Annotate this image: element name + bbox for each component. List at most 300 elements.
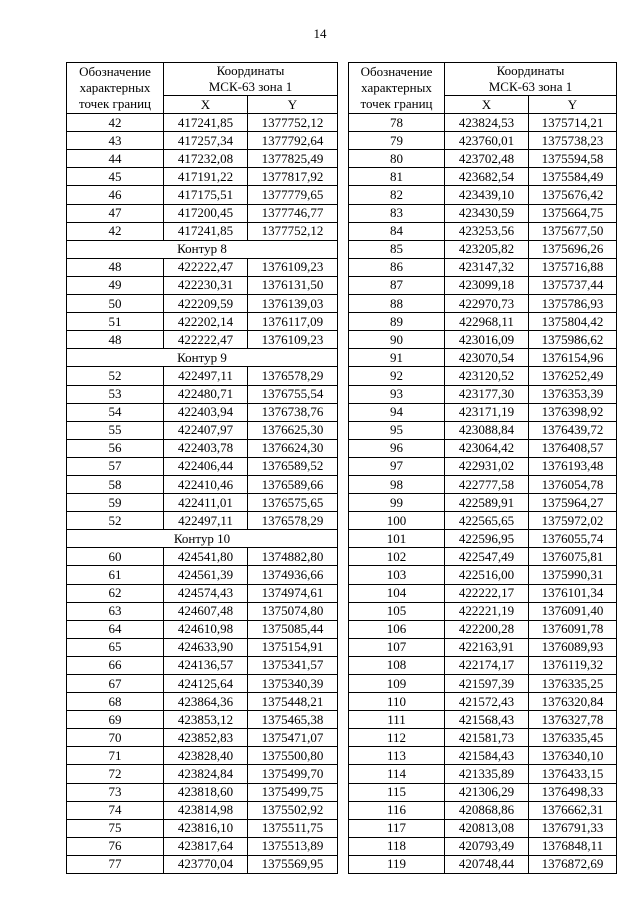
- coordinates-table-left: [66, 62, 338, 874]
- x-column-header: X: [445, 96, 529, 114]
- point-number-cell: 70: [67, 729, 164, 747]
- x-coordinate-cell: 422516,00: [445, 566, 529, 584]
- point-number-cell: 65: [67, 638, 164, 656]
- table-row: [67, 747, 338, 765]
- y-coordinate-cell: 1376498,33: [529, 783, 617, 801]
- table-row: [67, 512, 338, 530]
- table-row: [349, 602, 617, 620]
- contour-row: [67, 240, 338, 258]
- point-number-cell: 55: [67, 421, 164, 439]
- point-number-cell: 53: [67, 385, 164, 403]
- y-coordinate-cell: 1375804,42: [529, 313, 617, 331]
- y-coordinate-cell: 1376439,72: [529, 421, 617, 439]
- y-coordinate-cell: 1375584,49: [529, 168, 617, 186]
- y-coordinate-cell: 1376055,74: [529, 530, 617, 548]
- y-coordinate-cell: 1376755,54: [248, 385, 338, 403]
- point-number-cell: 84: [349, 222, 445, 240]
- point-number-cell: 88: [349, 295, 445, 313]
- y-coordinate-cell: 1375676,42: [529, 186, 617, 204]
- y-coordinate-cell: 1375448,21: [248, 693, 338, 711]
- table-row: [67, 729, 338, 747]
- table-row: [349, 276, 617, 294]
- table-row: [349, 186, 617, 204]
- x-coordinate-cell: 424607,48: [164, 602, 248, 620]
- page-number: 14: [313, 26, 327, 41]
- table-row: [349, 403, 617, 421]
- y-coordinate-cell: 1375341,57: [248, 656, 338, 674]
- x-coordinate-cell: 424136,57: [164, 656, 248, 674]
- designation-header: [349, 63, 445, 114]
- x-coordinate-cell: 422968,11: [445, 313, 529, 331]
- x-coordinate-cell: 422480,71: [164, 385, 248, 403]
- x-coordinate-cell: 424633,90: [164, 638, 248, 656]
- y-coordinate-cell: 1376872,69: [529, 855, 617, 873]
- table-row: [67, 258, 338, 276]
- y-coordinate-cell: 1376054,78: [529, 475, 617, 493]
- point-number-cell: 56: [67, 439, 164, 457]
- x-coordinate-cell: 422406,44: [164, 457, 248, 475]
- point-number-cell: 118: [349, 837, 445, 855]
- x-coordinate-cell: 423760,01: [445, 132, 529, 150]
- y-coordinate-cell: 1377746,77: [248, 204, 338, 222]
- table-row: [349, 512, 617, 530]
- x-coordinate-cell: 417257,34: [164, 132, 248, 150]
- point-number-cell: 110: [349, 693, 445, 711]
- x-coordinate-cell: 421306,29: [445, 783, 529, 801]
- point-number-cell: 109: [349, 675, 445, 693]
- table-row: [349, 620, 617, 638]
- y-coordinate-cell: 1376578,29: [248, 367, 338, 385]
- y-coordinate-cell: 1375786,93: [529, 295, 617, 313]
- y-coordinate-cell: 1376335,25: [529, 675, 617, 693]
- point-number-cell: 48: [67, 331, 164, 349]
- x-coordinate-cell: 420813,08: [445, 819, 529, 837]
- table-row: [349, 675, 617, 693]
- y-coordinate-cell: 1376340,10: [529, 747, 617, 765]
- point-number-cell: 86: [349, 258, 445, 276]
- point-number-cell: 102: [349, 548, 445, 566]
- table-row: [349, 530, 617, 548]
- y-coordinate-cell: 1375513,89: [248, 837, 338, 855]
- designation-header-line2: характерных: [79, 80, 151, 96]
- contour-label: Контур 10: [67, 530, 338, 548]
- point-number-cell: 45: [67, 168, 164, 186]
- x-coordinate-cell: 422163,91: [445, 638, 529, 656]
- designation-header-line1: Обозначение: [360, 64, 433, 80]
- x-coordinate-cell: 423828,40: [164, 747, 248, 765]
- point-number-cell: 68: [67, 693, 164, 711]
- y-coordinate-cell: 1376252,49: [529, 367, 617, 385]
- x-coordinate-cell: 423439,10: [445, 186, 529, 204]
- y-coordinate-cell: 1376091,40: [529, 602, 617, 620]
- designation-header-line1: Обозначение: [79, 64, 151, 80]
- x-coordinate-cell: 422565,65: [445, 512, 529, 530]
- point-number-cell: 101: [349, 530, 445, 548]
- point-number-cell: 100: [349, 512, 445, 530]
- x-coordinate-cell: 422497,11: [164, 367, 248, 385]
- table-row: [67, 602, 338, 620]
- designation-header-line3: точек границ: [360, 96, 433, 112]
- point-number-cell: 111: [349, 711, 445, 729]
- point-number-cell: 62: [67, 584, 164, 602]
- table-row: [67, 765, 338, 783]
- point-number-cell: 66: [67, 656, 164, 674]
- x-coordinate-cell: 422403,94: [164, 403, 248, 421]
- x-coordinate-cell: 421568,43: [445, 711, 529, 729]
- table-row: [349, 132, 617, 150]
- point-number-cell: 83: [349, 204, 445, 222]
- y-coordinate-cell: 1376738,76: [248, 403, 338, 421]
- x-coordinate-cell: 423099,18: [445, 276, 529, 294]
- y-coordinate-cell: 1375465,38: [248, 711, 338, 729]
- y-coordinate-cell: 1377752,12: [248, 114, 338, 132]
- coordinates-header-line1: Координаты: [216, 63, 285, 78]
- contour-label: Контур 8: [67, 240, 338, 258]
- table-row: [349, 548, 617, 566]
- point-number-cell: 89: [349, 313, 445, 331]
- x-coordinate-cell: 423770,04: [164, 855, 248, 873]
- x-coordinate-cell: 422202,14: [164, 313, 248, 331]
- point-number-cell: 67: [67, 675, 164, 693]
- x-coordinate-cell: 424561,39: [164, 566, 248, 584]
- y-coordinate-cell: 1374936,66: [248, 566, 338, 584]
- coordinates-header-line1: Координаты: [496, 63, 565, 78]
- table-row: [349, 855, 617, 873]
- point-number-cell: 64: [67, 620, 164, 638]
- table-row: [349, 457, 617, 475]
- table-row: [67, 675, 338, 693]
- point-number-cell: 80: [349, 150, 445, 168]
- table-row: [349, 421, 617, 439]
- table-row: [349, 656, 617, 674]
- point-number-cell: 97: [349, 457, 445, 475]
- y-coordinate-cell: 1376625,30: [248, 421, 338, 439]
- table-row: [349, 729, 617, 747]
- x-coordinate-cell: 423177,30: [445, 385, 529, 403]
- x-coordinate-cell: 417232,08: [164, 150, 248, 168]
- x-coordinate-cell: 422596,95: [445, 530, 529, 548]
- y-coordinate-cell: 1375990,31: [529, 566, 617, 584]
- y-coordinate-cell: 1377752,12: [248, 222, 338, 240]
- x-coordinate-cell: 423430,59: [445, 204, 529, 222]
- y-coordinate-cell: 1375085,44: [248, 620, 338, 638]
- point-number-cell: 46: [67, 186, 164, 204]
- point-number-cell: 94: [349, 403, 445, 421]
- point-number-cell: 92: [349, 367, 445, 385]
- table-row: [349, 367, 617, 385]
- x-coordinate-cell: 423864,36: [164, 693, 248, 711]
- x-coordinate-cell: 421335,89: [445, 765, 529, 783]
- y-coordinate-cell: 1376119,32: [529, 656, 617, 674]
- x-coordinate-cell: 422931,02: [445, 457, 529, 475]
- x-coordinate-cell: 423147,32: [445, 258, 529, 276]
- x-coordinate-cell: 423824,53: [445, 114, 529, 132]
- table-row: [349, 385, 617, 403]
- point-number-cell: 42: [67, 222, 164, 240]
- y-coordinate-cell: 1375964,27: [529, 494, 617, 512]
- x-coordinate-cell: 424125,64: [164, 675, 248, 693]
- x-coordinate-cell: 423016,09: [445, 331, 529, 349]
- designation-header-line2: характерных: [361, 80, 432, 96]
- table-row: [349, 747, 617, 765]
- table-row: [67, 313, 338, 331]
- table-row: [349, 711, 617, 729]
- y-coordinate-cell: 1376408,57: [529, 439, 617, 457]
- x-coordinate-cell: 422407,97: [164, 421, 248, 439]
- y-coordinate-cell: 1376398,92: [529, 403, 617, 421]
- table-row: [67, 620, 338, 638]
- point-number-cell: 71: [67, 747, 164, 765]
- x-coordinate-cell: 423682,54: [445, 168, 529, 186]
- y-coordinate-cell: 1375511,75: [248, 819, 338, 837]
- y-coordinate-cell: 1375716,88: [529, 258, 617, 276]
- point-number-cell: 108: [349, 656, 445, 674]
- y-coordinate-cell: 1376109,23: [248, 331, 338, 349]
- table-row: [67, 548, 338, 566]
- x-coordinate-cell: 423817,64: [164, 837, 248, 855]
- table-row: [349, 494, 617, 512]
- y-coordinate-cell: 1375696,26: [529, 240, 617, 258]
- point-number-cell: 74: [67, 801, 164, 819]
- y-coordinate-cell: 1375499,70: [248, 765, 338, 783]
- table-row: [67, 837, 338, 855]
- y-coordinate-cell: 1376089,93: [529, 638, 617, 656]
- point-number-cell: 85: [349, 240, 445, 258]
- table-body-right: [349, 114, 617, 874]
- y-coordinate-cell: 1375569,95: [248, 855, 338, 873]
- table-row: [349, 801, 617, 819]
- point-number-cell: 115: [349, 783, 445, 801]
- point-number-cell: 52: [67, 512, 164, 530]
- y-coordinate-cell: 1376131,50: [248, 276, 338, 294]
- y-column-header: Y: [529, 96, 617, 114]
- table-row: [349, 114, 617, 132]
- table-row: [67, 439, 338, 457]
- x-coordinate-cell: 422222,47: [164, 258, 248, 276]
- table-row: [67, 494, 338, 512]
- y-coordinate-cell: 1376327,78: [529, 711, 617, 729]
- point-number-cell: 82: [349, 186, 445, 204]
- point-number-cell: 104: [349, 584, 445, 602]
- table-row: [67, 457, 338, 475]
- contour-row: [67, 349, 338, 367]
- table-row: [67, 693, 338, 711]
- x-coordinate-cell: 423120,52: [445, 367, 529, 385]
- point-number-cell: 51: [67, 313, 164, 331]
- table-row: [67, 132, 338, 150]
- x-coordinate-cell: 423852,83: [164, 729, 248, 747]
- y-coordinate-cell: 1375500,80: [248, 747, 338, 765]
- x-coordinate-cell: 422411,01: [164, 494, 248, 512]
- point-number-cell: 114: [349, 765, 445, 783]
- table-row: [67, 638, 338, 656]
- x-coordinate-cell: 423205,82: [445, 240, 529, 258]
- point-number-cell: 113: [349, 747, 445, 765]
- x-coordinate-cell: 420793,49: [445, 837, 529, 855]
- y-coordinate-cell: 1376320,84: [529, 693, 617, 711]
- contour-row: [67, 530, 338, 548]
- y-coordinate-cell: 1375594,58: [529, 150, 617, 168]
- point-number-cell: 58: [67, 475, 164, 493]
- y-coordinate-cell: 1376433,15: [529, 765, 617, 783]
- point-number-cell: 87: [349, 276, 445, 294]
- y-coordinate-cell: 1376624,30: [248, 439, 338, 457]
- table-row: [349, 819, 617, 837]
- x-coordinate-cell: 421572,43: [445, 693, 529, 711]
- table-row: [349, 313, 617, 331]
- x-coordinate-cell: 424541,80: [164, 548, 248, 566]
- table-row: [349, 222, 617, 240]
- point-number-cell: 50: [67, 295, 164, 313]
- point-number-cell: 117: [349, 819, 445, 837]
- x-coordinate-cell: 422222,47: [164, 331, 248, 349]
- point-number-cell: 76: [67, 837, 164, 855]
- y-coordinate-cell: 1375737,44: [529, 276, 617, 294]
- point-number-cell: 43: [67, 132, 164, 150]
- table-row: [67, 367, 338, 385]
- x-coordinate-cell: 422221,19: [445, 602, 529, 620]
- table-row: [67, 295, 338, 313]
- y-coordinate-cell: 1376848,11: [529, 837, 617, 855]
- point-number-cell: 98: [349, 475, 445, 493]
- table-row: [67, 656, 338, 674]
- x-coordinate-cell: 422200,28: [445, 620, 529, 638]
- y-column-header: Y: [248, 96, 338, 114]
- table-row: [349, 439, 617, 457]
- y-coordinate-cell: 1374974,61: [248, 584, 338, 602]
- y-coordinate-cell: 1376589,52: [248, 457, 338, 475]
- y-coordinate-cell: 1375499,75: [248, 783, 338, 801]
- table-row: [67, 801, 338, 819]
- coordinates-header-line2: МСК-63 зона 1: [208, 79, 293, 94]
- y-coordinate-cell: 1376791,33: [529, 819, 617, 837]
- y-coordinate-cell: 1376662,31: [529, 801, 617, 819]
- table-row: [67, 385, 338, 403]
- x-coordinate-cell: 420868,86: [445, 801, 529, 819]
- y-coordinate-cell: 1375972,02: [529, 512, 617, 530]
- x-coordinate-cell: 422410,46: [164, 475, 248, 493]
- point-number-cell: 49: [67, 276, 164, 294]
- point-number-cell: 93: [349, 385, 445, 403]
- x-coordinate-cell: 417191,22: [164, 168, 248, 186]
- y-coordinate-cell: 1375154,91: [248, 638, 338, 656]
- point-number-cell: 52: [67, 367, 164, 385]
- x-coordinate-cell: 420748,44: [445, 855, 529, 873]
- x-coordinate-cell: 417241,85: [164, 222, 248, 240]
- y-coordinate-cell: 1376101,34: [529, 584, 617, 602]
- y-coordinate-cell: 1376335,45: [529, 729, 617, 747]
- table-row: [67, 276, 338, 294]
- point-number-cell: 79: [349, 132, 445, 150]
- point-number-cell: 116: [349, 801, 445, 819]
- table-row: [349, 566, 617, 584]
- point-number-cell: 44: [67, 150, 164, 168]
- table-row: [349, 150, 617, 168]
- point-number-cell: 96: [349, 439, 445, 457]
- x-coordinate-cell: 422174,17: [445, 656, 529, 674]
- table-row: [67, 150, 338, 168]
- y-coordinate-cell: 1375986,62: [529, 331, 617, 349]
- table-row: [67, 819, 338, 837]
- x-coordinate-cell: 422403,78: [164, 439, 248, 457]
- y-coordinate-cell: 1374882,80: [248, 548, 338, 566]
- table-row: [349, 331, 617, 349]
- table-row: [67, 114, 338, 132]
- table-row: [349, 168, 617, 186]
- x-coordinate-cell: 421584,43: [445, 747, 529, 765]
- y-coordinate-cell: 1376353,39: [529, 385, 617, 403]
- point-number-cell: 112: [349, 729, 445, 747]
- table-row: [67, 475, 338, 493]
- table-row: [67, 204, 338, 222]
- x-coordinate-cell: 421581,73: [445, 729, 529, 747]
- x-coordinate-cell: 424574,43: [164, 584, 248, 602]
- x-coordinate-cell: 422970,73: [445, 295, 529, 313]
- y-coordinate-cell: 1376139,03: [248, 295, 338, 313]
- x-coordinate-cell: 424610,98: [164, 620, 248, 638]
- x-coordinate-cell: 422777,58: [445, 475, 529, 493]
- point-number-cell: 119: [349, 855, 445, 873]
- point-number-cell: 105: [349, 602, 445, 620]
- table-row: [67, 855, 338, 873]
- contour-label: Контур 9: [67, 349, 338, 367]
- x-coordinate-cell: 423853,12: [164, 711, 248, 729]
- table-row: [349, 475, 617, 493]
- table-row: [67, 403, 338, 421]
- x-coordinate-cell: 422222,17: [445, 584, 529, 602]
- point-number-cell: 75: [67, 819, 164, 837]
- x-coordinate-cell: 417241,85: [164, 114, 248, 132]
- table-row: [349, 240, 617, 258]
- designation-header-line3: точек границ: [78, 96, 152, 112]
- y-coordinate-cell: 1375471,07: [248, 729, 338, 747]
- y-coordinate-cell: 1376193,48: [529, 457, 617, 475]
- point-number-cell: 90: [349, 331, 445, 349]
- point-number-cell: 81: [349, 168, 445, 186]
- point-number-cell: 61: [67, 566, 164, 584]
- y-coordinate-cell: 1376154,96: [529, 349, 617, 367]
- y-coordinate-cell: 1375738,23: [529, 132, 617, 150]
- x-coordinate-cell: 421597,39: [445, 675, 529, 693]
- y-coordinate-cell: 1376575,65: [248, 494, 338, 512]
- x-coordinate-cell: 422230,31: [164, 276, 248, 294]
- point-number-cell: 59: [67, 494, 164, 512]
- point-number-cell: 107: [349, 638, 445, 656]
- table-row: [349, 258, 617, 276]
- y-coordinate-cell: 1377779,65: [248, 186, 338, 204]
- point-number-cell: 63: [67, 602, 164, 620]
- x-coordinate-cell: 422497,11: [164, 512, 248, 530]
- table-body-left: [67, 114, 338, 874]
- designation-header: [67, 63, 164, 114]
- x-coordinate-cell: 423702,48: [445, 150, 529, 168]
- table-row: [67, 186, 338, 204]
- y-coordinate-cell: 1375340,39: [248, 675, 338, 693]
- point-number-cell: 72: [67, 765, 164, 783]
- y-coordinate-cell: 1376091,78: [529, 620, 617, 638]
- point-number-cell: 99: [349, 494, 445, 512]
- table-row: [67, 168, 338, 186]
- coordinates-table-right: [348, 62, 617, 874]
- point-number-cell: 60: [67, 548, 164, 566]
- table-row: [67, 584, 338, 602]
- point-number-cell: 106: [349, 620, 445, 638]
- point-number-cell: 69: [67, 711, 164, 729]
- point-number-cell: 91: [349, 349, 445, 367]
- table-row: [67, 421, 338, 439]
- x-coordinate-cell: 422547,49: [445, 548, 529, 566]
- point-number-cell: 57: [67, 457, 164, 475]
